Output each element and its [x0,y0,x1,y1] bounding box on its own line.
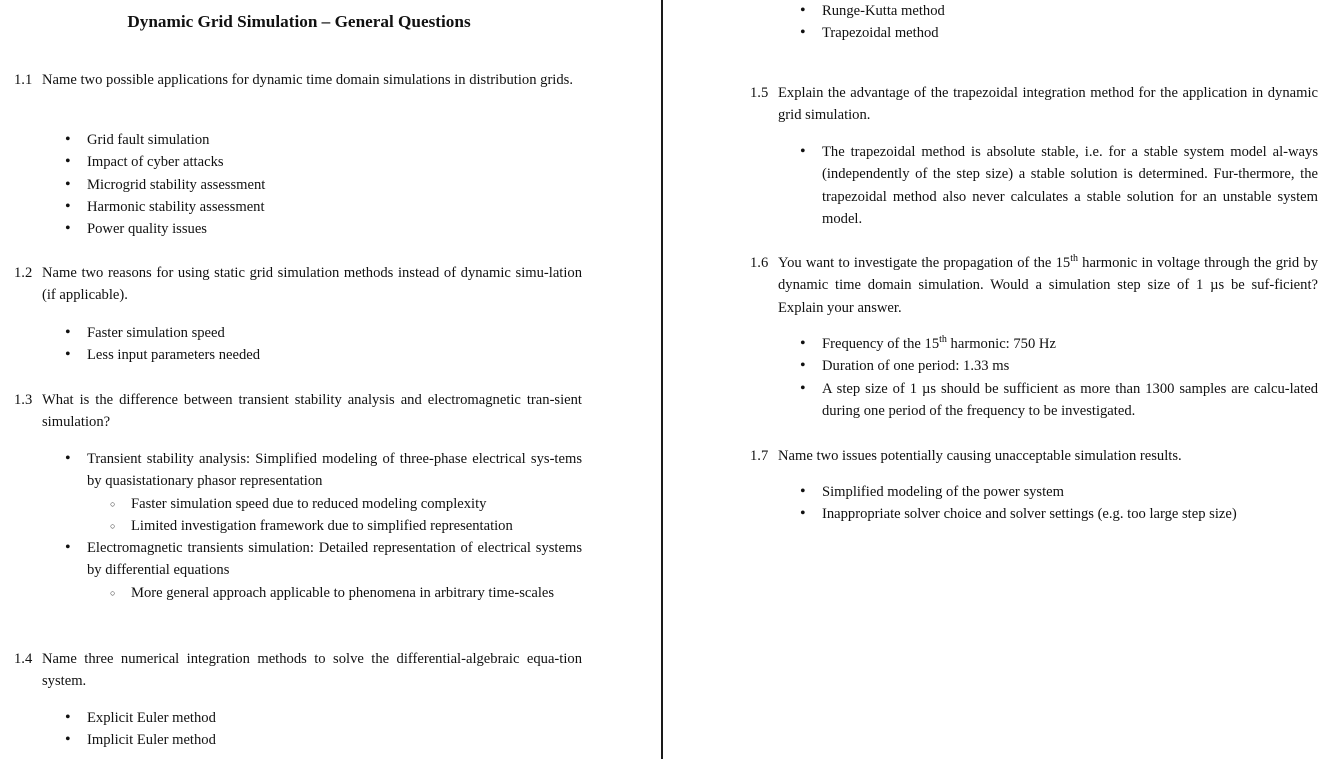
sub-list-item: ○ Faster simulation speed due to reduced modeling complexity [65,493,582,515]
right-column [664,0,1324,759]
answer-list-1-6 [800,333,1318,422]
question-text-part: harmonic in voltage through the grid by dynamic time domain simulation. Would a simulation step size of 1 µs be suf-ficient? Explain your answer. [778,255,1318,316]
question-text: Explain the advantage of the trapezoidal integration method for the application in dynamic grid simulation. [778,85,1318,124]
question-1-3 [14,389,582,434]
list-item: • Implicit Euler method [65,729,582,751]
answer-list-1-7 [800,481,1318,526]
question-1-5 [750,82,1318,127]
list-item: • Duration of one period: 1.33 ms [800,355,1318,377]
answer-list-1-4-continued [800,0,1318,45]
question-1-4 [14,648,582,693]
question-text: Name two reasons for using static grid simulation methods instead of dynamic simu-lation (if applicable). [42,265,582,304]
list-item: • Less input parameters needed [65,344,582,366]
list-item: • Runge-Kutta method [800,0,1318,22]
sub-list-item: ○ Limited investigation framework due to simplified representation [65,515,582,537]
list-item: • Electromagnetic transients simulation: Detailed representation of electrical systems by differential equations [65,537,582,582]
question-text [750,252,1318,319]
list-item: • Impact of cyber attacks [65,151,582,173]
question-number: 1.3 [14,392,33,408]
list-item: • Microgrid stability assessment [65,174,582,196]
list-item: • Grid fault simulation [65,129,582,151]
page-title: Dynamic Grid Simulation – General Questions [127,12,471,31]
question-text-part: You want to investigate the propagation of the 15 [778,255,1071,271]
list-item: • Power quality issues [65,218,582,240]
question-1-7 [750,445,1318,467]
question-number: 1.6 [750,255,769,271]
answer-list-1-1 [65,129,582,240]
list-item: • Transient stability analysis: Simplified modeling of three-phase electrical sys-tems by quasistationary phasor representation [65,448,582,493]
question-number: 1.7 [750,448,769,464]
answer-list-1-5 [800,141,1318,230]
list-item-text: harmonic: 750 Hz [946,336,1056,352]
question-1-2 [14,262,582,307]
column-divider [661,0,663,759]
question-text: What is the difference between transient stability analysis and electromagnetic tran-sient simulation? [42,392,582,431]
list-item: • Simplified modeling of the power system [800,481,1318,503]
list-item: • A step size of 1 µs should be sufficient as more than 1300 samples are calcu-lated during one period of the frequency to be investigated. [800,378,1318,423]
superscript: th [1070,253,1078,265]
question-number: 1.4 [14,651,33,667]
list-item [800,333,1318,355]
question-text: Name three numerical integration methods to solve the differential-algebraic equa-tion system. [42,651,582,690]
list-item: • Harmonic stability assessment [65,196,582,218]
sub-list-item: ○ More general approach applicable to phenomena in arbitrary time-scales [65,582,582,604]
list-item: • Explicit Euler method [65,707,582,729]
list-item: • Trapezoidal method [800,22,1318,44]
question-number: 1.5 [750,85,769,101]
left-column [0,0,598,759]
answer-list-1-4 [65,707,582,752]
answer-list-1-2 [65,322,582,367]
question-number: 1.2 [14,265,33,281]
question-text: Name two possible applications for dynamic time domain simulations in distribution grids. [42,72,573,88]
question-text: Name two issues potentially causing unacceptable simulation results. [778,448,1182,464]
list-item: • The trapezoidal method is absolute stable, i.e. for a stable system model al-ways (independently of the step size) a stable solution is determined. Fur-thermore, the trapezoidal method also never calculates a stable solution for an unstable system model. [800,141,1318,230]
list-item-text: Frequency of the 15 [822,336,940,352]
answer-list-1-3 [65,448,582,604]
question-1-6 [750,252,1318,319]
list-item: • Faster simulation speed [65,322,582,344]
superscript: th [939,334,947,346]
list-item: • Inappropriate solver choice and solver settings (e.g. too large step size) [800,503,1318,525]
question-1-1 [14,69,582,91]
question-number: 1.1 [14,72,33,88]
